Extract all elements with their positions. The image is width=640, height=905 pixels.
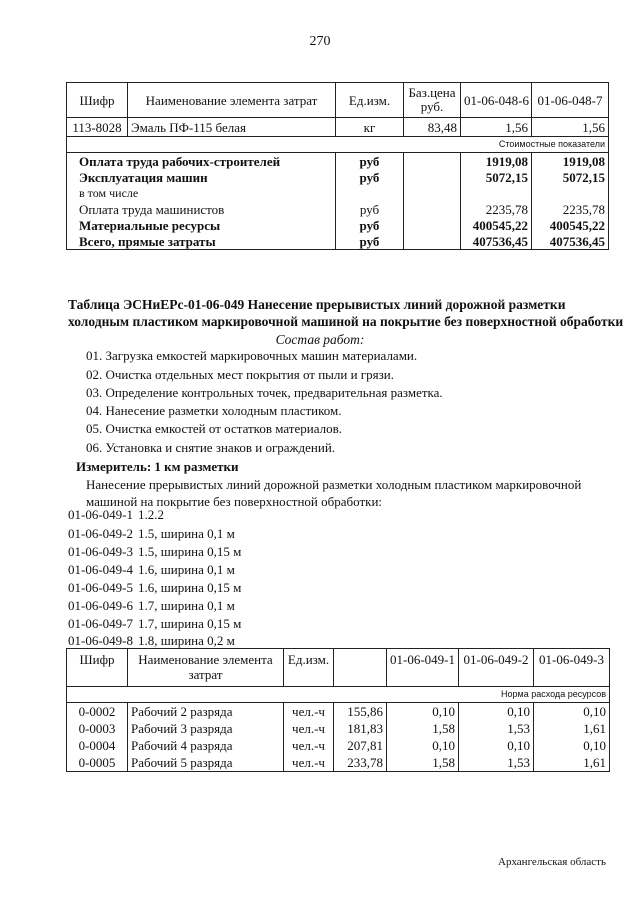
code-id: 01-06-049-1 xyxy=(68,507,133,522)
work-item: 05. Очистка емкостей от остатков материалов. xyxy=(86,421,342,436)
code-item xyxy=(68,580,241,596)
work-item: 02. Очистка отдельных мест покрытия от пыли и грязи. xyxy=(86,367,394,382)
code-item xyxy=(68,526,235,542)
subheader-cost-indicators: Стоимостные показатели xyxy=(67,137,609,153)
code-text: 1.5, ширина 0,1 м xyxy=(138,526,235,541)
meter-label: Измеритель: 1 км разметки xyxy=(76,459,239,474)
table-header-row xyxy=(67,83,609,118)
cell-value-2: 1,56 xyxy=(532,118,609,137)
cell-value-2: 0,10 xyxy=(459,703,534,721)
code-item xyxy=(68,598,235,614)
header-code: Шифр xyxy=(67,649,128,687)
code-id: 01-06-049-5 xyxy=(68,580,133,595)
cell-unit: чел.-ч xyxy=(284,737,334,754)
cell-name: Эксплуатация машин xyxy=(67,169,336,185)
cell-empty xyxy=(404,169,461,185)
cell-unit: руб xyxy=(336,201,404,217)
cell-value-3: 0,10 xyxy=(534,737,610,754)
code-text: 1.8, ширина 0,2 м xyxy=(138,633,235,648)
cell-name: Рабочий 4 разряда xyxy=(128,737,284,754)
cell-unit: кг xyxy=(336,118,404,137)
code-id: 01-06-049-2 xyxy=(68,526,133,541)
section-title-line-1: Таблица ЭСНиЕРс-01-06-049 Нанесение прерывистых линий дорожной разметки xyxy=(68,297,566,312)
code-item xyxy=(68,616,241,632)
cell-value-2: 1,53 xyxy=(459,754,534,772)
works-heading: Состав работ: xyxy=(275,332,365,347)
work-item: 03. Определение контрольных точек, предварительная разметка. xyxy=(86,385,443,400)
table-row xyxy=(67,185,609,201)
code-item xyxy=(68,544,241,560)
table-row xyxy=(67,153,609,170)
cell-unit xyxy=(336,185,404,201)
cell-name: Оплата труда рабочих-строителей xyxy=(67,153,336,170)
cell-unit: руб xyxy=(336,233,404,250)
header-col-1: 01-06-049-1 xyxy=(387,649,459,687)
cell-value-2: 5072,15 xyxy=(532,169,609,185)
cell-value-1: 5072,15 xyxy=(461,169,532,185)
cell-name: Материальные ресурсы xyxy=(67,217,336,233)
table-row xyxy=(67,118,609,137)
code-id: 01-06-049-3 xyxy=(68,544,133,559)
cell-unit: руб xyxy=(336,217,404,233)
table-row xyxy=(67,720,610,737)
cell-value-1: 1,58 xyxy=(387,754,459,772)
header-price xyxy=(334,649,387,687)
cell-code: 113-8028 xyxy=(67,118,128,137)
cell-code: 0-0003 xyxy=(67,720,128,737)
header-col-2: 01-06-048-7 xyxy=(532,83,609,118)
code-item xyxy=(68,562,235,578)
cell-empty xyxy=(404,201,461,217)
header-col-2: 01-06-049-2 xyxy=(459,649,534,687)
cell-empty xyxy=(404,233,461,250)
cell-value-2: 1,53 xyxy=(459,720,534,737)
cell-value-1: 0,10 xyxy=(387,737,459,754)
cell-base-price: 83,48 xyxy=(404,118,461,137)
header-base-price: Баз.цена руб. xyxy=(404,83,461,118)
cell-name: Рабочий 5 разряда xyxy=(128,754,284,772)
header-code: Шифр xyxy=(67,83,128,118)
cell-name: Рабочий 3 разряда xyxy=(128,720,284,737)
cell-unit: чел.-ч xyxy=(284,703,334,721)
cell-value-1: 1919,08 xyxy=(461,153,532,170)
cell-code: 0-0004 xyxy=(67,737,128,754)
code-item xyxy=(68,507,164,523)
header-name: Наименование элемента затрат xyxy=(128,649,284,687)
table-row xyxy=(67,169,609,185)
cell-unit: руб xyxy=(336,169,404,185)
cell-name: Оплата труда машинистов xyxy=(67,201,336,217)
code-text: 1.6, ширина 0,15 м xyxy=(138,580,242,595)
code-text: 1.6, ширина 0,1 м xyxy=(138,562,235,577)
table-row xyxy=(67,201,609,217)
cell-value-2: 2235,78 xyxy=(532,201,609,217)
cell-value-1: 1,58 xyxy=(387,720,459,737)
cell-price: 233,78 xyxy=(334,754,387,772)
footer-region: Архангельская область xyxy=(498,856,606,868)
cell-empty xyxy=(404,153,461,170)
table-row xyxy=(67,703,610,721)
header-unit: Ед.изм. xyxy=(284,649,334,687)
code-text: 1.7, ширина 0,15 м xyxy=(138,616,242,631)
subheader-row xyxy=(67,137,609,153)
code-id: 01-06-049-6 xyxy=(68,598,133,613)
cell-value-1: 2235,78 xyxy=(461,201,532,217)
header-unit: Ед.изм. xyxy=(336,83,404,118)
table-row xyxy=(67,217,609,233)
table-row xyxy=(67,754,610,772)
cell-value-1 xyxy=(461,185,532,201)
cell-value-3: 1,61 xyxy=(534,754,610,772)
cell-value-2: 1919,08 xyxy=(532,153,609,170)
description: Нанесение прерывистых линий дорожной разметки холодным пластиком маркировочной машиной на покрытие без поверхностной обработки: xyxy=(86,477,582,509)
cell-price: 207,81 xyxy=(334,737,387,754)
work-item: 04. Нанесение разметки холодным пластиком. xyxy=(86,403,342,418)
cell-value-3: 1,61 xyxy=(534,720,610,737)
code-id: 01-06-049-7 xyxy=(68,616,133,631)
cell-name: в том числе xyxy=(67,185,336,201)
header-col-1: 01-06-048-6 xyxy=(461,83,532,118)
cell-empty xyxy=(404,217,461,233)
cost-table-048 xyxy=(66,82,609,250)
code-id: 01-06-049-4 xyxy=(68,562,133,577)
page-number: 270 xyxy=(309,34,331,49)
subheader-row xyxy=(67,687,610,703)
header-name: Наименование элемента затрат xyxy=(128,83,336,118)
cell-value-1: 0,10 xyxy=(387,703,459,721)
work-item: 06. Установка и снятие знаков и ограждений. xyxy=(86,440,336,455)
cell-empty xyxy=(404,185,461,201)
cell-unit: руб xyxy=(336,153,404,170)
cell-price: 155,86 xyxy=(334,703,387,721)
cell-value-2 xyxy=(532,185,609,201)
section-title-line-2: холодным пластиком маркировочной машиной на покрытие без поверхностной обработки xyxy=(68,314,624,329)
cell-value-3: 0,10 xyxy=(534,703,610,721)
code-text: 1.5, ширина 0,15 м xyxy=(138,544,242,559)
code-id: 01-06-049-8 xyxy=(68,633,133,648)
cell-value-2: 0,10 xyxy=(459,737,534,754)
resource-table-049 xyxy=(66,648,610,772)
work-item: 01. Загрузка емкостей маркировочных машин материалами. xyxy=(86,348,418,363)
code-text: 1.7, ширина 0,1 м xyxy=(138,598,235,613)
cell-value-2: 400545,22 xyxy=(532,217,609,233)
header-col-3: 01-06-049-3 xyxy=(534,649,610,687)
cell-price: 181,83 xyxy=(334,720,387,737)
table-row xyxy=(67,233,609,250)
cell-value-1: 400545,22 xyxy=(461,217,532,233)
cell-unit: чел.-ч xyxy=(284,754,334,772)
subheader-resource-norm: Норма расхода ресурсов xyxy=(67,687,610,703)
cell-name: Рабочий 2 разряда xyxy=(128,703,284,721)
table-row xyxy=(67,737,610,754)
cell-code: 0-0005 xyxy=(67,754,128,772)
cell-value-1: 1,56 xyxy=(461,118,532,137)
cell-value-2: 407536,45 xyxy=(532,233,609,250)
cell-code: 0-0002 xyxy=(67,703,128,721)
section-title xyxy=(68,296,628,330)
cell-value-1: 407536,45 xyxy=(461,233,532,250)
cell-unit: чел.-ч xyxy=(284,720,334,737)
cell-name: Всего, прямые затраты xyxy=(67,233,336,250)
cell-name: Эмаль ПФ-115 белая xyxy=(128,118,336,137)
code-text: 1.2.2 xyxy=(138,507,164,522)
code-item xyxy=(68,633,235,649)
table-header-row xyxy=(67,649,610,687)
